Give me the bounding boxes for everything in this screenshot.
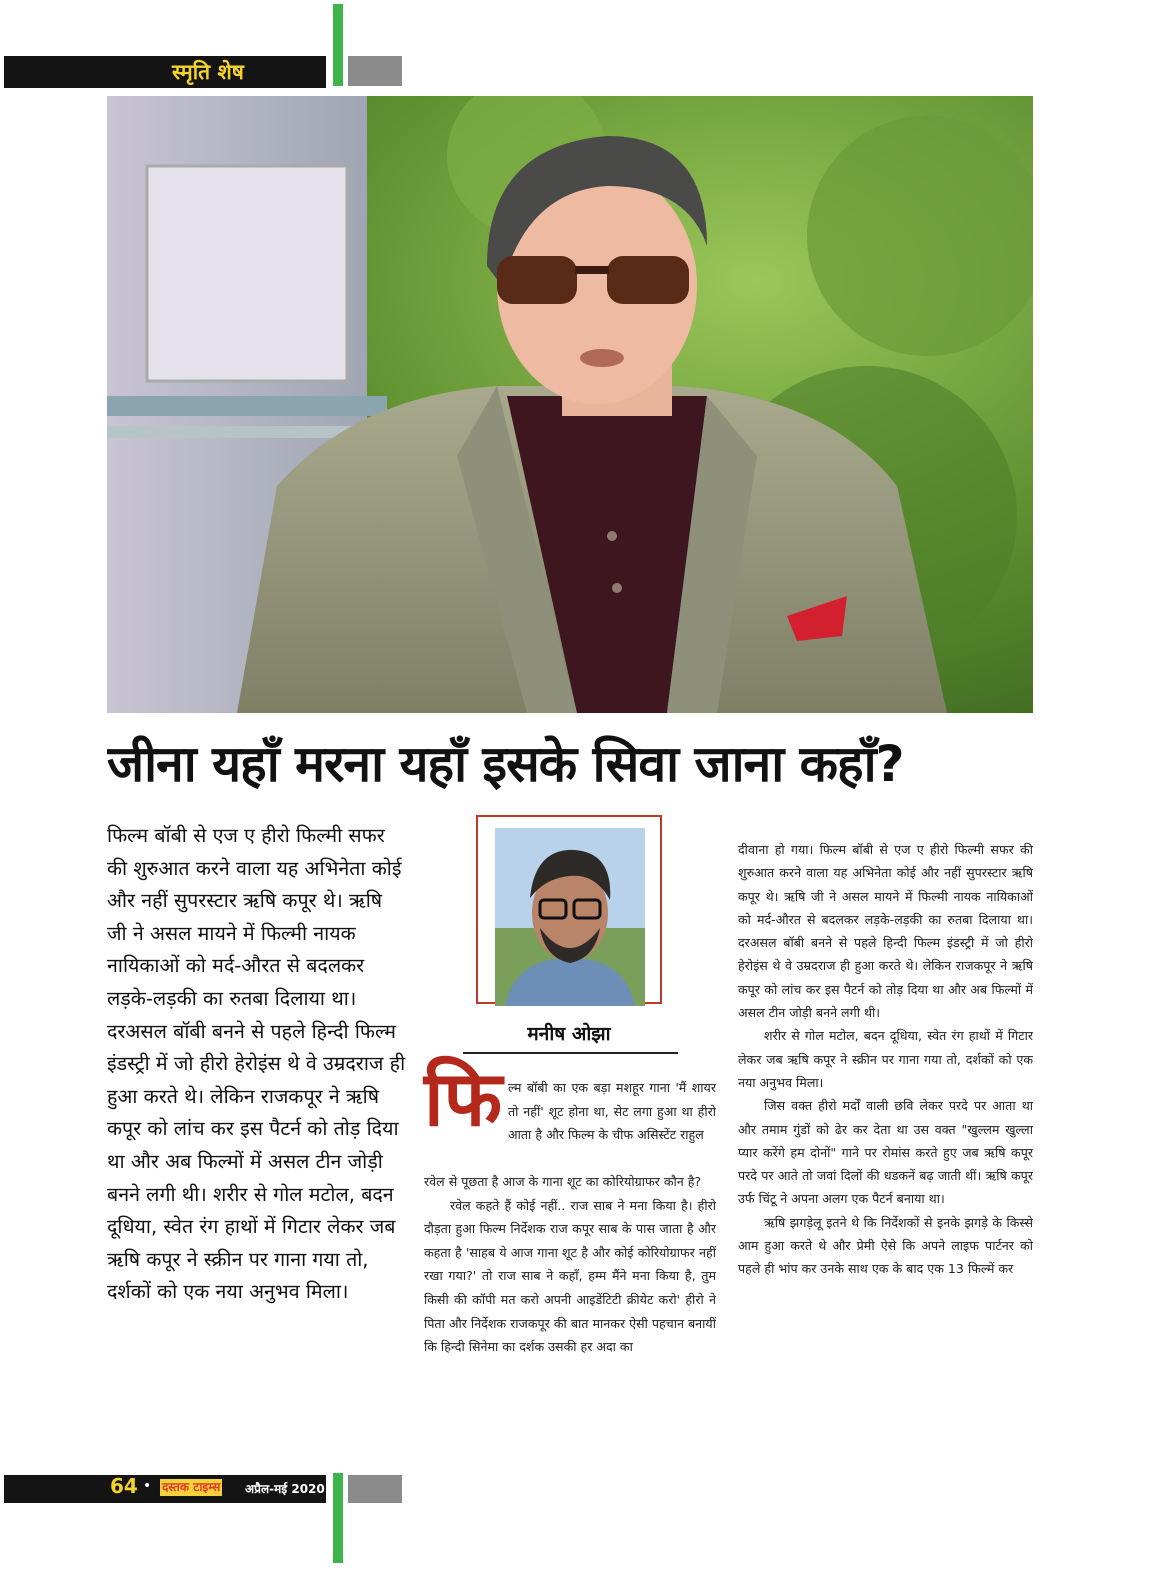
article-opening: ल्म बॉबी का एक बड़ा मशहूर गाना 'मैं शायर तो नहीं' शूट होना था, सेट लगा हुआ था हीरो आता है और फिल्म के चीफ असिस्टेंट राहुल bbox=[508, 1080, 716, 1143]
footer-gray-block bbox=[348, 1475, 402, 1503]
magazine-logo: दस्तक टाइम्स bbox=[162, 1480, 221, 1494]
article-middle-column bbox=[424, 1170, 716, 1430]
issue-date: अप्रैल-मई 2020 bbox=[245, 1482, 325, 1496]
author-photo bbox=[495, 828, 645, 1006]
article-paragraph: शरीर से गोल मटोल, बदन दूधिया, स्वेत रंग हाथों में गिटार लेकर जब ऋषि कपूर ने स्क्रीन पर गाना गया तो, दर्शकों को एक नया अनुभव मिला। bbox=[738, 1028, 1033, 1090]
lead-text: फिल्म बॉबी से एज ए हीरो फिल्मी सफर की शुरुआत करने वाला यह अभिनेता कोई और नहीं सुपरस्टार ऋषि कपूर थे। ऋषि जी ने असल मायने में फिल्मी नायक नायिकाओं को मर्द-औरत से बदलकर लड़के-लड़की का रुतबा दिलाया था। दरअसल बॉबी बनने से पहले हिन्दी फिल्म इंडस्ट्री में जो हीरो हेरोइंस थे वे उम्रदराज ही हुआ करते थे। लेकिन राजकपूर ने ऋषि कपूर को लांच कर इस पैटर्न को तोड़ दिया था और अब फिल्मों में असल टीन जोड़ी बनने लगी थी। शरीर से गोल मटोल, बदन दूधिया, स्वेत रंग हाथों में गिटार लेकर जब ऋषि कपूर ने स्क्रीन पर गाना गया तो, दर्शकों को एक नया अनुभव मिला। bbox=[107, 824, 406, 1304]
header-green-stripe bbox=[333, 4, 343, 86]
header-gray-block bbox=[348, 56, 402, 86]
footer-green-stripe bbox=[333, 1473, 343, 1563]
article-right-column bbox=[738, 838, 1033, 1430]
article-paragraph: दीवाना हो गया। फिल्म बॉबी से एज ए हीरो फिल्मी सफर की शुरुआत करने वाला यह अभिनेता कोई और नहीं सुपरस्टार ऋषि कपूर थे। ऋषि जी ने असल मायने में फिल्मी नायक नायिकाओं को मर्द-औरत से बदलकर लड़के-लड़की का रुतबा दिलाया था। दरअसल बॉबी बनने से पहले हिन्दी फिल्म इंडस्ट्री में जो हीरो हेरोइंस थे वे उम्रदराज ही हुआ करते थे। लेकिन राजकपूर ने ऋषि कपूर को लांच कर इस पैटर्न को तोड़ दिया था और अब फिल्मों में असल टीन जोड़ी बनने लगी थी। bbox=[738, 842, 1033, 1021]
hero-photo bbox=[107, 96, 1033, 713]
section-header-bar bbox=[4, 56, 326, 88]
article-paragraph: ऋषि झगड़ेलू इतने थे कि निर्देशकों से इनके झगड़े के किस्से आम हुआ करते थे और प्रेमी ऐसे कि अपने लाइफ पार्टनर को पहले ही भांप कर उनके साथ एक के बाद एक 13 फिल्में कर bbox=[738, 1214, 1033, 1277]
page-number: 64 bbox=[110, 1474, 138, 1498]
headline: जीना यहाँ मरना यहाँ इसके सिवा जाना कहाँ? bbox=[107, 735, 904, 793]
dropcap: फि bbox=[424, 1054, 503, 1143]
section-label: स्मृति शेष bbox=[172, 60, 244, 84]
author-name: मनीष ओझा bbox=[527, 1023, 611, 1045]
article-paragraph: रवेल कहते हैं कोई नहीं.. राज साब ने मना किया है। हीरो दौड़ता हुआ फिल्म निर्देशक राज कपूर साब के पास जाता है और कहता है 'साहब ये आज गाना शूट है और कोई कोरियोग्राफर नहीं रखा गया?' तो राज साब ने कहाँ, हम्म मैंने मना किया है, तुम किसी की कॉपी मत करो अपनी आइडेंटिटी क्रीयेट करो' हीरो ने पिता और निर्देशक राजकपूर की बात मानकर ऐसी पहचान बनायीं कि हिन्दी सिनेमा का दर्शक उसकी हर अदा का bbox=[424, 1197, 716, 1355]
article-paragraph: रवेल से पूछता है आज के गाना शूट का कोरियोग्राफर कौन है? bbox=[424, 1174, 702, 1189]
article-paragraph: जिस वक्त हीरो मर्दों वाली छवि लेकर परदे पर आता था और तमाम गुंडों को ढेर कर देता था उस वक्त "खुल्लम खुल्ला प्यार करेंगे हम दोनों" गाने पर रोमांस करते हुए जब ऋषि कपूर परदे पर आते तो जवां दिलों की धडकनें बढ़ जाती थीं। ऋषि कपूर उर्फ चिंटू ने अपना अलग एक पैटर्न बनाया था। bbox=[738, 1098, 1033, 1207]
footer-bullet: • bbox=[143, 1478, 152, 1494]
